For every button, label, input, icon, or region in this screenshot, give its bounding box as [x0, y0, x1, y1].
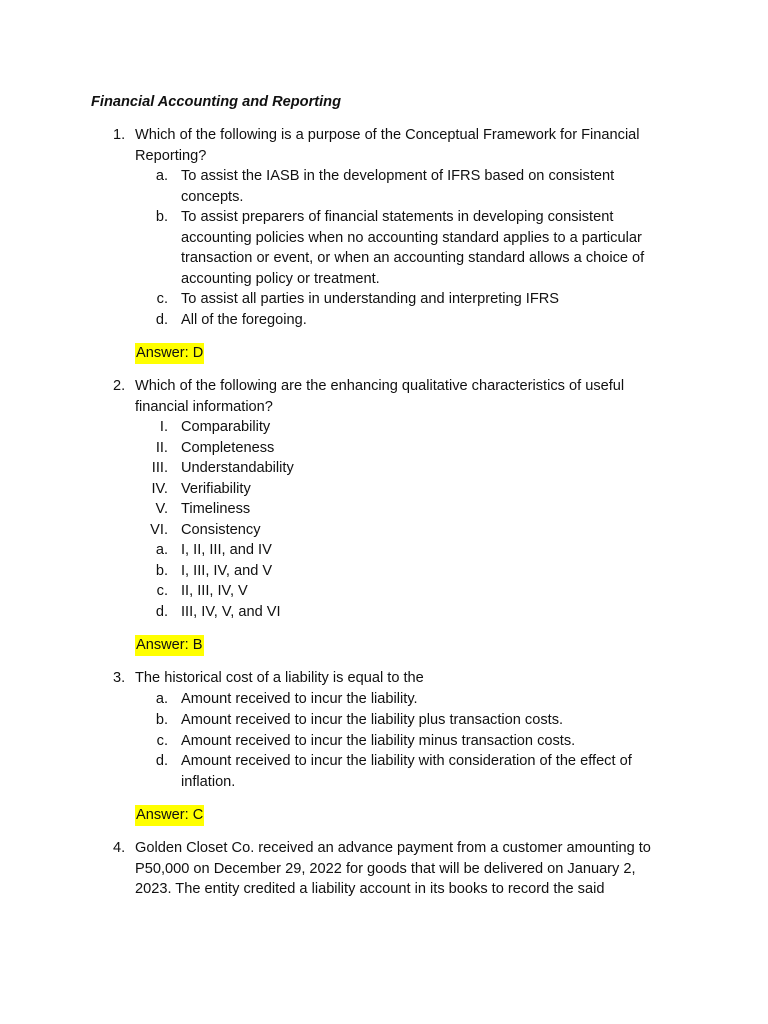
choice-marker: d.	[155, 753, 168, 769]
choice-marker: a.	[155, 542, 168, 558]
document-title: Financial Accounting and Reporting	[91, 94, 341, 110]
roman-text: Understandability	[181, 460, 294, 476]
roman-text: Completeness	[181, 440, 275, 456]
question-number: 1.	[113, 127, 126, 143]
roman-marker: IV.	[151, 481, 168, 497]
answer-highlight: Answer: D	[135, 343, 204, 364]
choice-text: To assist all parties in understanding and interpreting IFRS	[181, 291, 560, 307]
roman-marker: I.	[159, 419, 168, 435]
question-number: 4.	[113, 840, 126, 856]
roman-marker: V.	[155, 501, 168, 517]
choice-text: All of the foregoing.	[181, 312, 307, 328]
roman-text: Verifiability	[181, 481, 251, 497]
question-text: The historical cost of a liability is equal to the	[135, 670, 424, 686]
choice-marker: b.	[155, 712, 168, 728]
question-number: 3.	[113, 670, 126, 686]
roman-marker: VI.	[150, 522, 168, 538]
choice-text: Amount received to incur the liability.	[181, 691, 418, 707]
choice-text: III, IV, V, and VI	[181, 604, 281, 620]
roman-marker: III.	[151, 460, 168, 476]
question-text: Which of the following is a purpose of the Conceptual Framework for Financial Reporting?	[135, 127, 640, 164]
choice-marker: d.	[155, 604, 168, 620]
choice-text: Amount received to incur the liability plus transaction costs.	[181, 712, 564, 728]
choice-marker: c.	[156, 583, 168, 599]
roman-text: Comparability	[181, 419, 271, 435]
choice-marker: b.	[155, 563, 168, 579]
question-text: Which of the following are the enhancing qualitative characteristics of useful financial information?	[135, 378, 625, 415]
choice-text: To assist the IASB in the development of IFRS based on consistent concepts.	[181, 168, 615, 205]
choice-marker: c.	[156, 291, 168, 307]
question-text: Golden Closet Co. received an advance payment from a customer amounting to P50,000 on December 29, 2022 for goods that will be delivered on January 2, 2023. The entity credited a liability account in its books to record the said	[135, 840, 651, 898]
choice-marker: d.	[155, 312, 168, 328]
choice-text: To assist preparers of financial statements in developing consistent accounting policies when no accounting standard applies to a particular transaction or event, or when an accounting standard allows a choice of accounting policy or treatment.	[181, 209, 645, 287]
roman-marker: II.	[155, 440, 168, 456]
roman-text: Consistency	[181, 522, 261, 538]
answer-highlight: Answer: B	[135, 635, 204, 656]
choice-text: Amount received to incur the liability minus transaction costs.	[181, 733, 576, 749]
roman-text: Timeliness	[181, 501, 251, 517]
choice-marker: a.	[155, 168, 168, 184]
choice-marker: b.	[155, 209, 168, 225]
choice-text: I, II, III, and IV	[181, 542, 272, 558]
choice-marker: c.	[156, 733, 168, 749]
choice-text: II, III, IV, V	[181, 583, 248, 599]
choice-text: I, III, IV, and V	[181, 563, 273, 579]
question-number: 2.	[113, 378, 126, 394]
answer-highlight: Answer: C	[135, 805, 204, 826]
choice-marker: a.	[155, 691, 168, 707]
choice-text: Amount received to incur the liability with consideration of the effect of inflation.	[181, 753, 632, 790]
